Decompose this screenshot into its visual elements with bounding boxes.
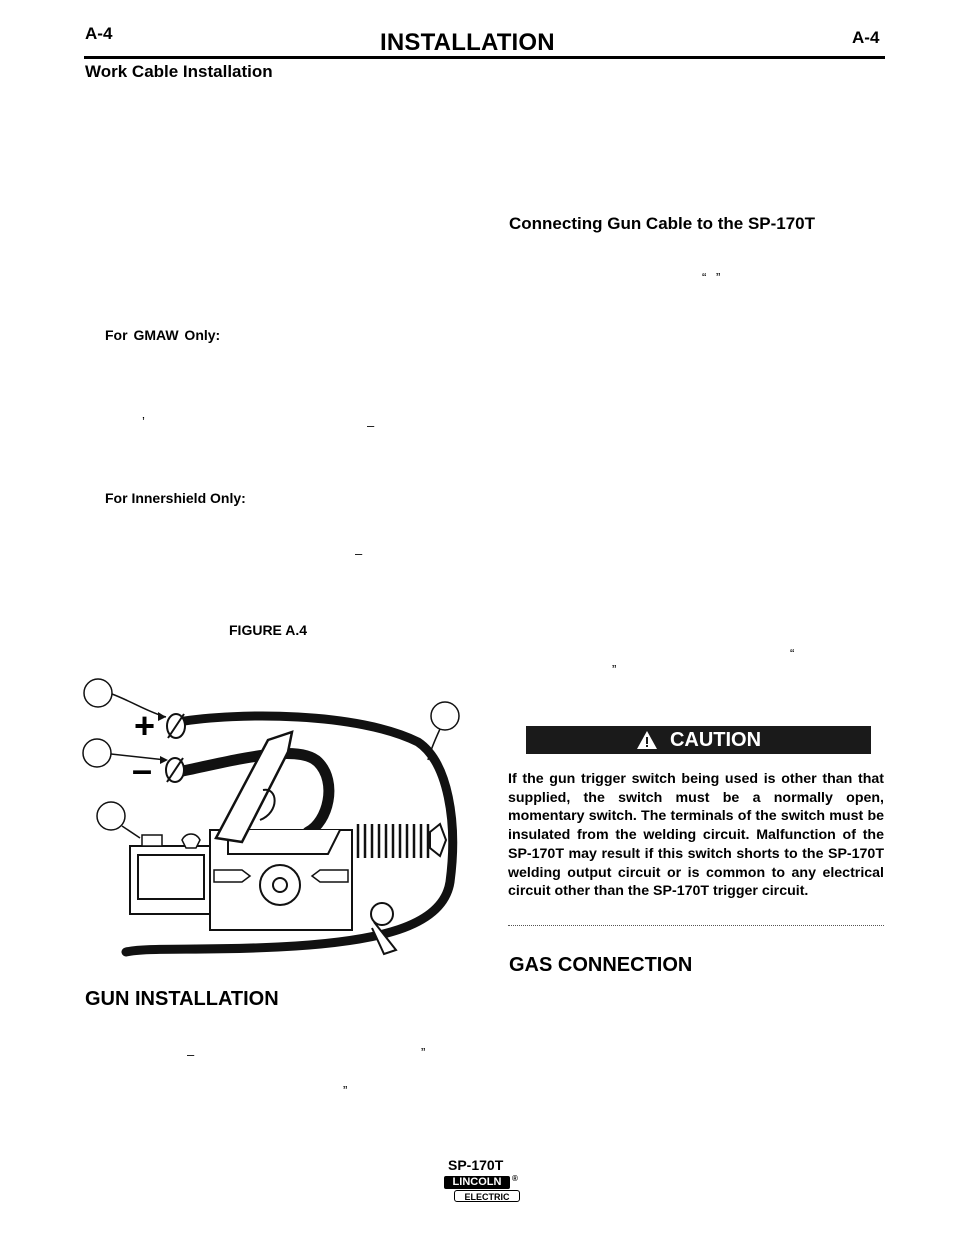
stray-open-quote: “ (790, 646, 795, 661)
stray-dash-3: – (187, 1047, 195, 1062)
page-code-right: A-4 (852, 28, 880, 47)
logo-top: LINCOLN (444, 1176, 510, 1189)
stray-quotes-pair: “ ” (702, 270, 721, 285)
connecting-gun-cable-heading: Connecting Gun Cable to the SP-170T (509, 214, 816, 233)
callout-circle-4 (431, 702, 459, 730)
stray-close-quote: ” (612, 662, 617, 677)
caution-label: CAUTION (669, 728, 762, 751)
stray-apostrophe: ’ (142, 414, 145, 429)
logo-bottom: ELECTRIC (454, 1190, 520, 1202)
plus-symbol: + (134, 705, 156, 746)
stray-dash-1: – (367, 418, 375, 433)
work-cable-heading: Work Cable Installation (85, 62, 273, 81)
for-gmaw-label: For GMAW Only: (105, 327, 221, 343)
spring-coil (358, 824, 428, 858)
caution-banner (526, 726, 871, 754)
page-code-left: A-4 (85, 24, 113, 43)
footer-model: SP-170T (448, 1157, 504, 1173)
caution-divider (508, 925, 884, 926)
for-innershield-label: For Innershield Only: (105, 490, 246, 506)
minus-symbol: – (132, 749, 153, 790)
page-title: INSTALLATION (380, 29, 555, 56)
callout-circle-3 (97, 802, 125, 830)
warning-triangle-icon (636, 730, 658, 750)
gas-connection-heading: GAS CONNECTION (509, 954, 693, 976)
stray-quote-2: ” (343, 1083, 348, 1098)
gun-installation-heading: GUN INSTALLATION (85, 988, 279, 1010)
welding-gun-handle (216, 732, 292, 842)
stray-quote-1: ” (421, 1045, 426, 1060)
figure-label: FIGURE A.4 (229, 622, 308, 638)
header-rule (84, 56, 885, 59)
logo-registered: ® (512, 1174, 518, 1183)
callout-circle-2 (83, 739, 111, 767)
lincoln-electric-logo (444, 1176, 522, 1203)
stray-dash-2: – (355, 546, 363, 561)
figure-a4-welding-diagram (78, 672, 468, 970)
caution-text: If the gun trigger switch being used is other than that supplied, the switch must be a normally open, momentary switch. The terminals of the switch must be insulated from the welding circuit. Malfunction of the SP-170T may result if this switch shorts to the SP-170T welding output circuit or is common to any electrical circuit other than the SP-170T trigger circuit. (508, 771, 884, 900)
callout-circle-1 (84, 679, 112, 707)
